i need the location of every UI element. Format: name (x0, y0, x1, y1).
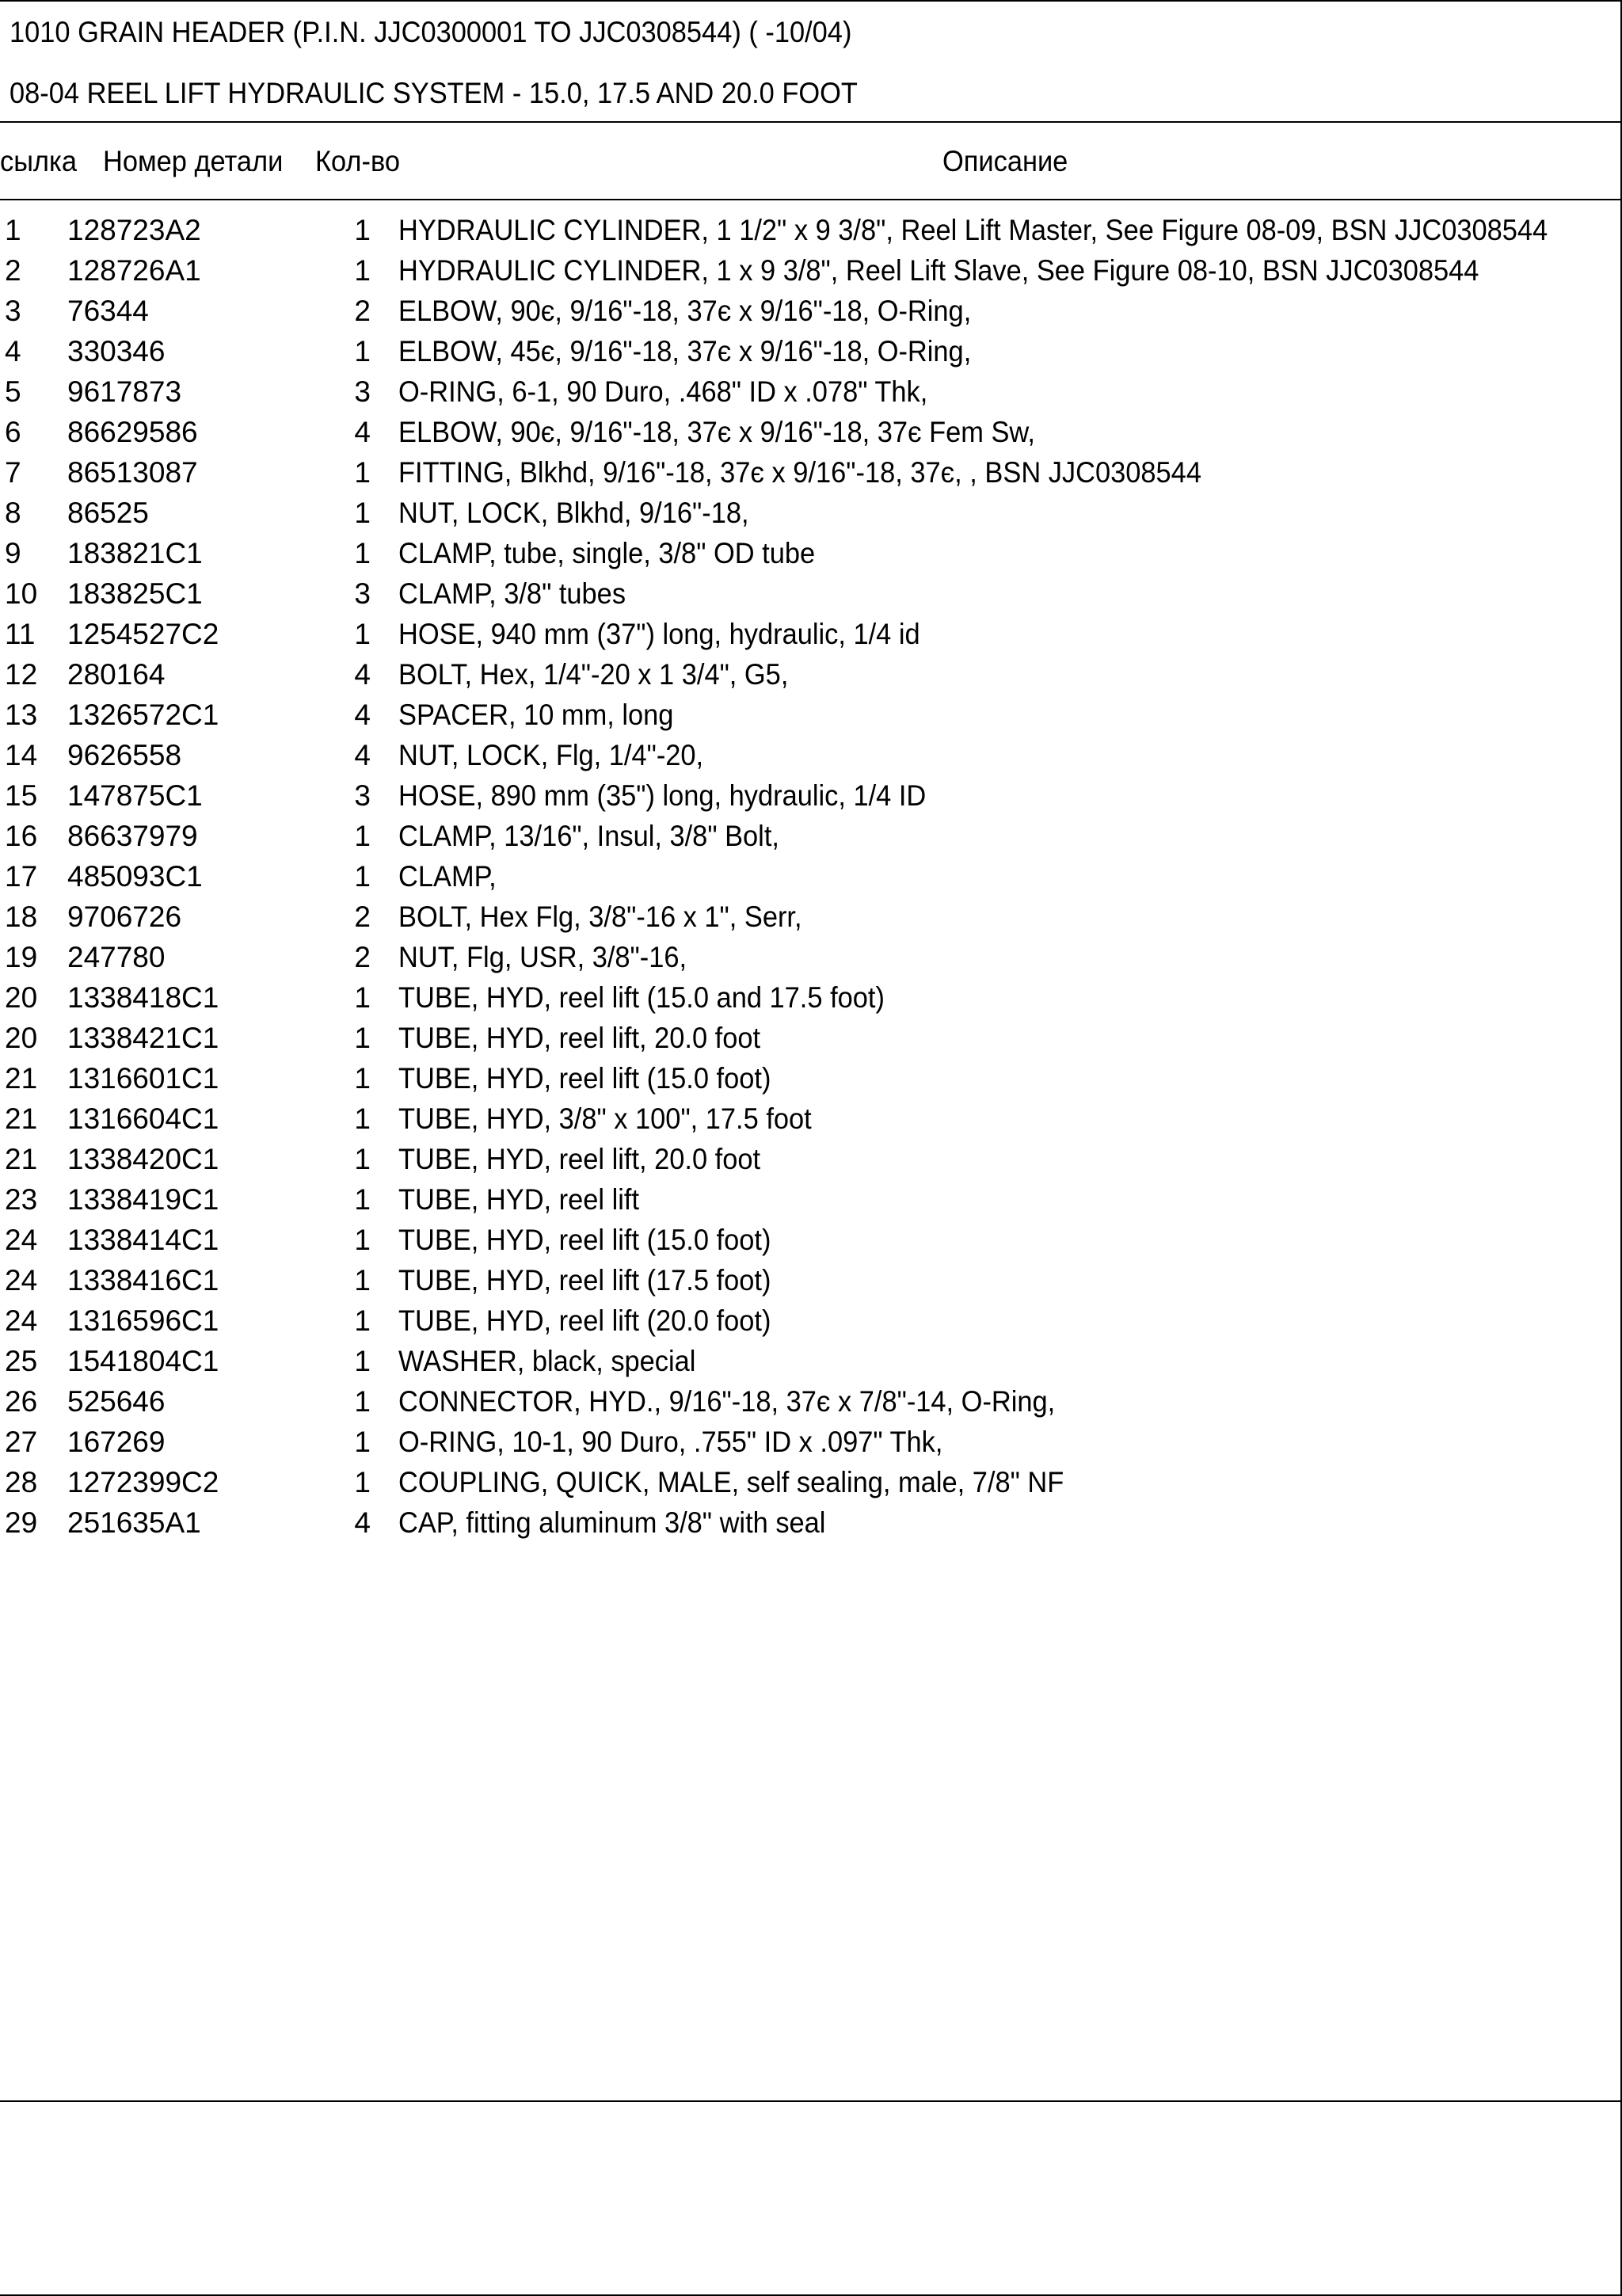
cell-part-number: 76344 (67, 295, 149, 327)
cell-quantity: 2 (354, 941, 371, 973)
cell-ref: 9 (5, 537, 21, 569)
cell-quantity: 1 (354, 335, 371, 367)
cell-ref: 20 (5, 1022, 38, 1054)
cell-quantity: 1 (354, 1385, 371, 1418)
cell-part-number: 251635A1 (67, 1506, 201, 1539)
table-row (0, 735, 1622, 775)
cell-part-number: 86629586 (67, 416, 198, 448)
cell-part-number: 485093C1 (67, 860, 203, 893)
cell-part-number: 1316596C1 (67, 1304, 219, 1337)
cell-ref: 28 (5, 1466, 38, 1498)
cell-quantity: 3 (354, 375, 371, 408)
table-row (0, 1220, 1622, 1260)
cell-description: TUBE, HYD, reel lift (398, 1183, 640, 1216)
table-row (0, 1139, 1622, 1179)
cell-part-number: 128723A2 (67, 214, 201, 246)
table-row (0, 1381, 1622, 1422)
cell-quantity: 1 (354, 1304, 371, 1337)
table-row (0, 1058, 1622, 1099)
cell-description: TUBE, HYD, reel lift (20.0 foot) (398, 1304, 771, 1337)
cell-description: ELBOW, 90є, 9/16"-18, 37є x 9/16"-18, 37є Fem Sw, (398, 416, 1035, 448)
table-row (0, 614, 1622, 654)
cell-quantity: 2 (354, 295, 371, 327)
cell-description: ELBOW, 90є, 9/16"-18, 37є x 9/16"-18, O-Ring, (398, 295, 972, 327)
table-row (0, 250, 1622, 291)
cell-quantity: 3 (354, 577, 371, 610)
cell-ref: 25 (5, 1345, 38, 1377)
cell-description: TUBE, HYD, reel lift (15.0 and 17.5 foot) (398, 981, 885, 1014)
cell-description: ELBOW, 45є, 9/16"-18, 37є x 9/16"-18, O-Ring, (398, 335, 972, 367)
cell-description: HYDRAULIC CYLINDER, 1 1/2" x 9 3/8", Reel Lift Master, See Figure 08-09, BSN JJC0308544 (398, 214, 1548, 246)
table-row (0, 533, 1622, 573)
cell-quantity: 1 (354, 1022, 371, 1054)
cell-part-number: 1254527C2 (67, 618, 219, 650)
column-header-part-number: Номер детали (103, 145, 284, 177)
cell-description: TUBE, HYD, reel lift (15.0 foot) (398, 1062, 771, 1095)
cell-part-number: 1338416C1 (67, 1264, 219, 1296)
cell-description: O-RING, 6-1, 90 Duro, .468" ID x .078" Thk, (398, 375, 928, 408)
cell-quantity: 1 (354, 254, 371, 287)
table-row (0, 816, 1622, 856)
cell-ref: 21 (5, 1143, 38, 1175)
table-row (0, 897, 1622, 937)
column-header-description: Описание (942, 145, 1068, 177)
cell-quantity: 1 (354, 1183, 371, 1216)
table-row (0, 856, 1622, 897)
cell-ref: 29 (5, 1506, 38, 1539)
cell-ref: 19 (5, 941, 38, 973)
column-header-ref: сылка (0, 145, 77, 177)
cell-description: CLAMP, 3/8" tubes (398, 577, 626, 610)
cell-description: CLAMP, (398, 860, 497, 893)
cell-ref: 10 (5, 577, 38, 610)
cell-quantity: 1 (354, 497, 371, 529)
cell-quantity: 1 (354, 1224, 371, 1256)
cell-part-number: 167269 (67, 1426, 166, 1458)
table-row (0, 937, 1622, 977)
section-title: 08-04 REEL LIFT HYDRAULIC SYSTEM - 15.0, 17.5 AND 20.0 FOOT (10, 77, 858, 109)
cell-part-number: 525646 (67, 1385, 166, 1418)
cell-description: TUBE, HYD, reel lift (17.5 foot) (398, 1264, 771, 1296)
cell-ref: 4 (5, 335, 21, 367)
cell-part-number: 183825C1 (67, 577, 203, 610)
cell-part-number: 1326572C1 (67, 699, 219, 731)
table-row (0, 412, 1622, 452)
table-row (0, 695, 1622, 735)
cell-description: HYDRAULIC CYLINDER, 1 x 9 3/8", Reel Lift Slave, See Figure 08-10, BSN JJC0308544 (398, 254, 1479, 287)
cell-ref: 3 (5, 295, 21, 327)
cell-quantity: 1 (354, 1102, 371, 1135)
cell-ref: 13 (5, 699, 38, 731)
cell-part-number: 1316604C1 (67, 1102, 219, 1135)
cell-ref: 15 (5, 779, 38, 812)
cell-description: BOLT, Hex Flg, 3/8"-16 x 1", Serr, (398, 901, 802, 933)
cell-quantity: 1 (354, 1466, 371, 1498)
cell-part-number: 330346 (67, 335, 166, 367)
table-row (0, 493, 1622, 533)
table-row (0, 1260, 1622, 1300)
cell-ref: 24 (5, 1304, 38, 1337)
cell-quantity: 4 (354, 739, 371, 771)
cell-part-number: 86513087 (67, 456, 198, 489)
cell-part-number: 1338420C1 (67, 1143, 219, 1175)
cell-quantity: 1 (354, 1426, 371, 1458)
table-row (0, 210, 1622, 250)
cell-part-number: 1541804C1 (67, 1345, 219, 1377)
cell-quantity: 1 (354, 981, 371, 1014)
column-header-divider (0, 199, 1622, 200)
cell-description: O-RING, 10-1, 90 Duro, .755" ID x .097" Thk, (398, 1426, 943, 1458)
cell-ref: 16 (5, 820, 38, 852)
table-row (0, 775, 1622, 816)
cell-part-number: 9706726 (67, 901, 182, 933)
cell-description: CLAMP, tube, single, 3/8" OD tube (398, 537, 816, 569)
cell-ref: 5 (5, 375, 21, 408)
table-row (0, 371, 1622, 412)
cell-ref: 2 (5, 254, 21, 287)
cell-part-number: 280164 (67, 658, 166, 691)
cell-description: HOSE, 890 mm (35") long, hydraulic, 1/4 ID (398, 779, 927, 812)
cell-part-number: 247780 (67, 941, 166, 973)
cell-description: SPACER, 10 mm, long (398, 699, 674, 731)
cell-description: TUBE, HYD, 3/8" x 100", 17.5 foot (398, 1102, 812, 1135)
cell-description: TUBE, HYD, reel lift, 20.0 foot (398, 1143, 761, 1175)
cell-part-number: 1338419C1 (67, 1183, 219, 1216)
cell-part-number: 9617873 (67, 375, 182, 408)
cell-ref: 23 (5, 1183, 38, 1216)
header-divider (0, 121, 1622, 123)
cell-quantity: 1 (354, 1143, 371, 1175)
table-row (0, 1099, 1622, 1139)
cell-ref: 14 (5, 739, 38, 771)
cell-quantity: 3 (354, 779, 371, 812)
table-row (0, 1300, 1622, 1341)
document-title: 1010 GRAIN HEADER (P.I.N. JJC0300001 TO JJC0308544) ( -10/04) (10, 16, 852, 48)
table-row (0, 654, 1622, 695)
cell-quantity: 1 (354, 537, 371, 569)
cell-part-number: 183821C1 (67, 537, 203, 569)
cell-quantity: 2 (354, 901, 371, 933)
cell-quantity: 4 (354, 1506, 371, 1539)
table-row (0, 331, 1622, 371)
cell-quantity: 1 (354, 820, 371, 852)
cell-description: COUPLING, QUICK, MALE, self sealing, male, 7/8" NF (398, 1466, 1064, 1498)
cell-ref: 6 (5, 416, 21, 448)
cell-quantity: 1 (354, 1264, 371, 1296)
cell-description: NUT, LOCK, Blkhd, 9/16"-18, (398, 497, 749, 529)
table-row (0, 1422, 1622, 1462)
cell-part-number: 9626558 (67, 739, 182, 771)
cell-ref: 17 (5, 860, 38, 893)
cell-quantity: 1 (354, 214, 371, 246)
cell-quantity: 1 (354, 1345, 371, 1377)
cell-quantity: 1 (354, 860, 371, 893)
table-row (0, 1179, 1622, 1220)
cell-description: TUBE, HYD, reel lift (15.0 foot) (398, 1224, 771, 1256)
cell-description: CONNECTOR, HYD., 9/16"-18, 37є x 7/8"-14, O-Ring, (398, 1385, 1056, 1418)
cell-ref: 20 (5, 981, 38, 1014)
table-row (0, 1502, 1622, 1543)
cell-part-number: 1338414C1 (67, 1224, 219, 1256)
column-header-quantity: Кол-во (315, 145, 400, 177)
cell-quantity: 4 (354, 416, 371, 448)
cell-part-number: 86637979 (67, 820, 198, 852)
cell-ref: 21 (5, 1062, 38, 1095)
parts-table (0, 210, 1622, 1543)
cell-quantity: 4 (354, 658, 371, 691)
cell-ref: 11 (5, 618, 36, 650)
cell-quantity: 4 (354, 699, 371, 731)
cell-quantity: 1 (354, 456, 371, 489)
table-row (0, 291, 1622, 331)
cell-description: FITTING, Blkhd, 9/16"-18, 37є x 9/16"-18, 37є, , BSN JJC0308544 (398, 456, 1201, 489)
table-row (0, 452, 1622, 493)
cell-description: NUT, LOCK, Flg, 1/4"-20, (398, 739, 704, 771)
table-row (0, 1462, 1622, 1502)
cell-description: CAP, fitting aluminum 3/8" with seal (398, 1506, 826, 1539)
cell-ref: 26 (5, 1385, 38, 1418)
cell-quantity: 1 (354, 1062, 371, 1095)
table-row (0, 1341, 1622, 1381)
cell-part-number: 1338418C1 (67, 981, 219, 1014)
table-row (0, 1018, 1622, 1058)
cell-description: CLAMP, 13/16", Insul, 3/8" Bolt, (398, 820, 779, 852)
table-row (0, 977, 1622, 1018)
cell-ref: 24 (5, 1264, 38, 1296)
cell-ref: 18 (5, 901, 38, 933)
cell-ref: 1 (5, 214, 21, 246)
cell-description: HOSE, 940 mm (37") long, hydraulic, 1/4 id (398, 618, 920, 650)
cell-part-number: 128726A1 (67, 254, 201, 287)
cell-part-number: 1338421C1 (67, 1022, 219, 1054)
cell-ref: 8 (5, 497, 21, 529)
cell-part-number: 86525 (67, 497, 149, 529)
cell-ref: 24 (5, 1224, 38, 1256)
cell-quantity: 1 (354, 618, 371, 650)
cell-description: WASHER, black, special (398, 1345, 696, 1377)
table-row (0, 573, 1622, 614)
cell-description: BOLT, Hex, 1/4"-20 x 1 3/4", G5, (398, 658, 789, 691)
cell-part-number: 147875C1 (67, 779, 203, 812)
footer-divider (0, 2100, 1622, 2102)
cell-description: NUT, Flg, USR, 3/8"-16, (398, 941, 687, 973)
cell-ref: 27 (5, 1426, 38, 1458)
cell-ref: 21 (5, 1102, 38, 1135)
cell-ref: 7 (5, 456, 21, 489)
cell-part-number: 1316601C1 (67, 1062, 219, 1095)
cell-ref: 12 (5, 658, 38, 691)
cell-part-number: 1272399C2 (67, 1466, 219, 1498)
cell-description: TUBE, HYD, reel lift, 20.0 foot (398, 1022, 761, 1054)
